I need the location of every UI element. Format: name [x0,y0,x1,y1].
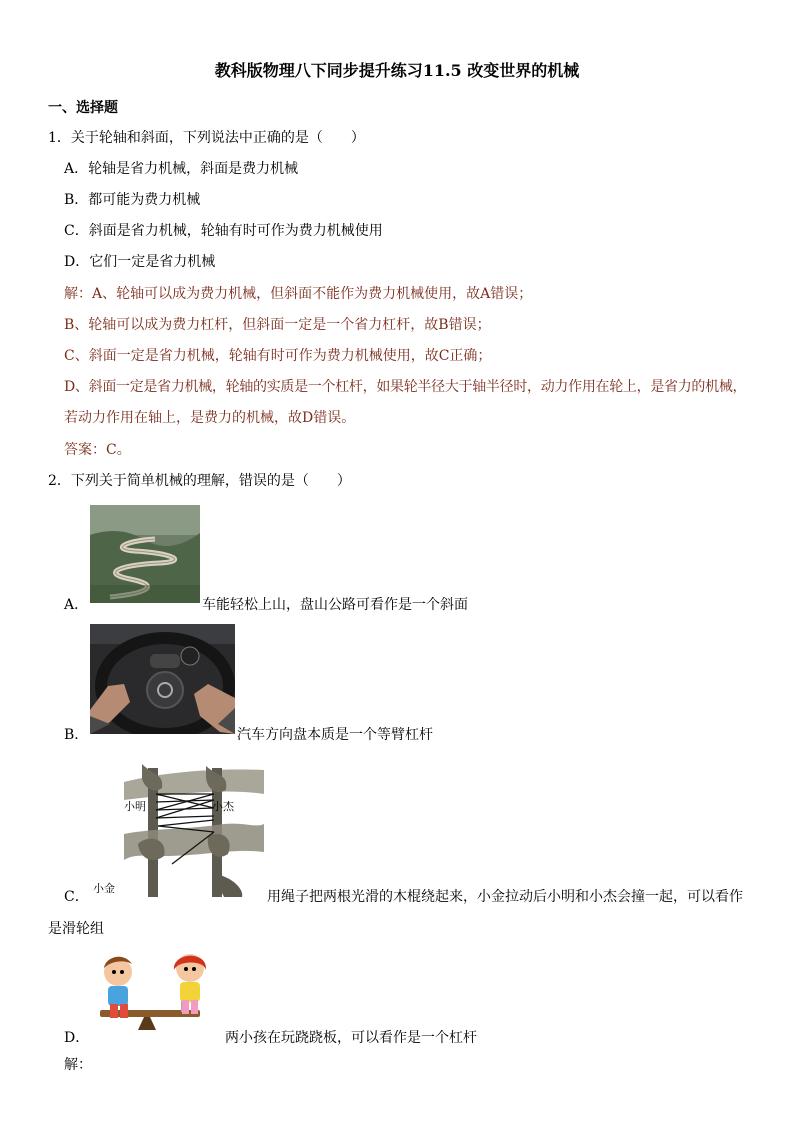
q2-option-c-letter: C． [64,889,89,905]
seesaw-kids-illustration [92,948,222,1036]
q1-option-b: B．都可能为费力机械 [64,192,201,208]
q1-solution-line: B、轮轴可以成为费力杠杆，但斜面一定是一个省力杠杆，故B错误； [64,317,491,333]
q1-option-c: C．斜面是省力机械，轮轴有时可作为费力机械使用 [64,223,383,239]
q1-stem: 1．关于轮轴和斜面，下列说法中正确的是（ ） [48,130,365,146]
q2-option-a-letter: A． [64,597,89,613]
page-title: 教科版物理八下同步提升练习11.5 改变世界的机械 [214,61,580,80]
q2-option-d-letter: D． [64,1030,90,1046]
q2-option-c-text: 用绳子把两根光滑的木棍绕起来，小金拉动后小明和小杰会撞一起，可以看作 [267,889,743,905]
q2-option-d-text: 两小孩在玩跷跷板，可以看作是一个杠杆 [225,1030,477,1046]
rope-label-left: 小明 [124,800,146,813]
q1-solution-line: 若动力作用在轴上，是费力的机械，故D错误。 [64,410,356,426]
rope-label-right: 小杰 [212,800,234,813]
q2-option-a-text: 车能轻松上山，盘山公路可看作是一个斜面 [202,597,468,613]
rope-label-bottom: 小金 [93,882,115,895]
q1-solution-line: D、斜面一定是省力机械，轮轴的实质是一个杠杆，如果轮半径大于轴半径时，动力作用在轮上，是省力的机械， [64,379,747,395]
q2-solution-start: 解： [64,1057,92,1073]
section-heading: 一、选择题 [48,100,118,116]
rope-sticks-photo [124,764,264,897]
q2-option-c-text-cont: 是滑轮组 [48,921,104,937]
q1-option-a: A．轮轴是省力机械，斜面是费力机械 [64,161,299,177]
q1-solution-line: C、斜面一定是省力机械，轮轴有时可作为费力机械使用，故C正确； [64,348,492,364]
mountain-road-photo [90,505,200,603]
q2-option-b-letter: B． [64,727,89,743]
steering-wheel-photo [90,624,235,734]
q1-solution-line: 解：A、轮轴可以成为费力机械，但斜面不能作为费力机械使用，故A错误； [64,286,533,302]
q2-stem: 2．下列关于简单机械的理解，错误的是（ ） [48,473,351,489]
q1-answer: 答案：C。 [64,442,131,458]
q2-option-b-text: 汽车方向盘本质是一个等臂杠杆 [237,727,433,743]
q1-option-d: D．它们一定是省力机械 [64,254,216,270]
